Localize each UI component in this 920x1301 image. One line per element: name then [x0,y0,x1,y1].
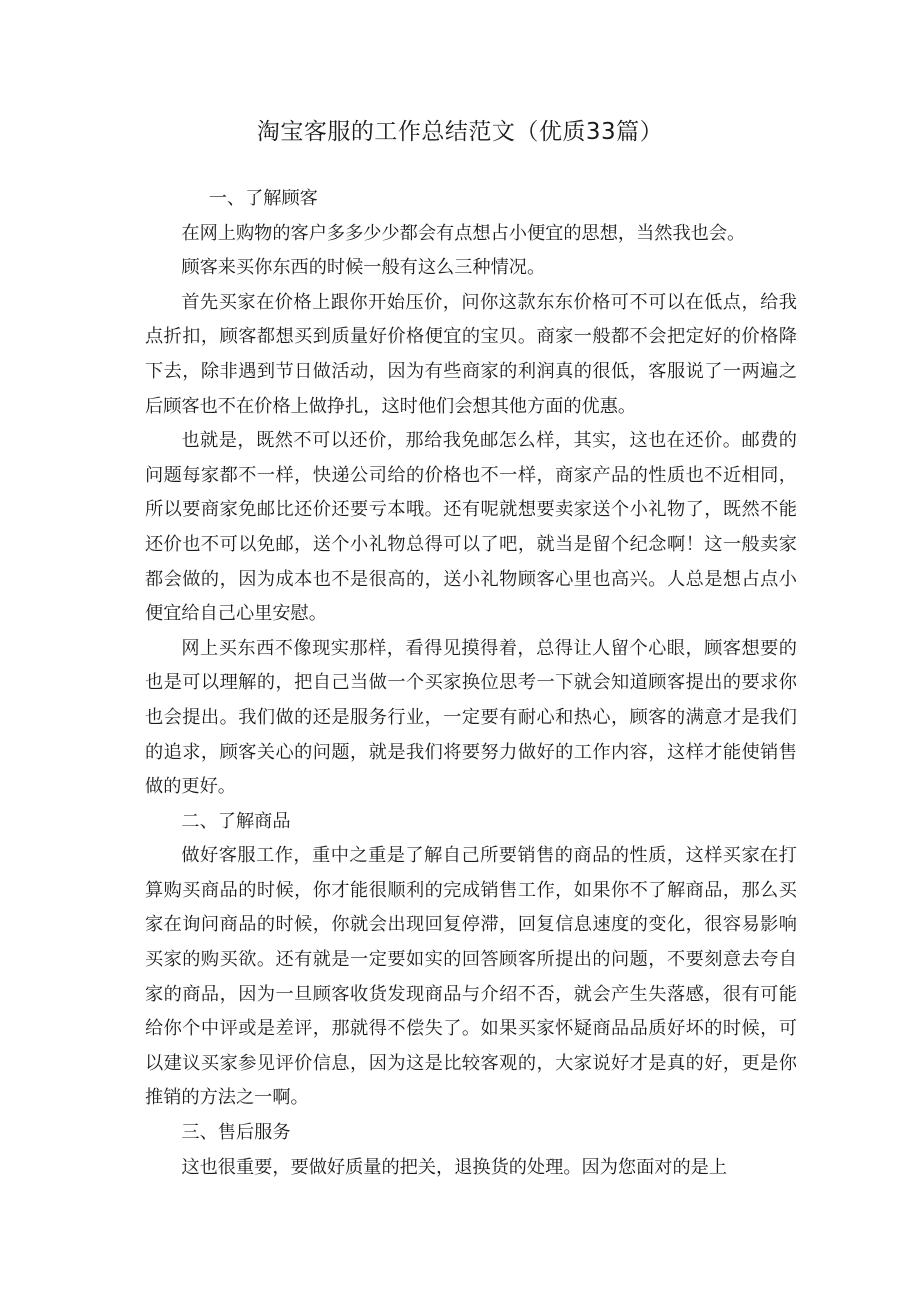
document-body [145,182,797,1185]
section-heading-2: 二、了解商品 [181,810,291,832]
paragraph: 也就是，既然不可以还价，那给我免邮怎么样，其实，这也在还价。邮费的问题每家都不一样，快递公司给的价格也不一样，商家产品的性质也不近相同，所以要商家免邮比还价还要亏本哦。还有呢就想要卖家送个小礼物了，既然不能还价也不可以免邮，送个小礼物总得可以了吧，就当是留个纪念啊！这一般卖家都会做的，因为成本也不是很高的，送小礼物顾客心里也高兴。人总是想占点小便宜给自己心里安慰。 [145,430,797,625]
paragraph: 做好客服工作，重中之重是了解自己所要销售的商品的性质，这样买家在打算购买商品的时候，你才能很顺利的完成销售工作，如果你不了解商品，那么买家在询问商品的时候，你就会出现回复停滞，回复信息速度的变化，很容易影响买家的购买欲。还有就是一定要如实的回答顾客所提出的问题，不要刻意去夸自家的商品，因为一旦顾客收货发现商品与介绍不否，就会产生失落感，很有可能给你个中评或是差评，那就得不偿失了。如果买家怀疑商品品质好坏的时候，可以建议买家参见评价信息，因为这是比较客观的，大家说好才是真的好，更是你推销的方法之一啊。 [145,845,797,1109]
section-heading-1: 一、了解顾客 [208,188,318,209]
paragraph: 首先买家在价格上跟你开始压价，问你这款东东价格可不可以在低点，给我点折扣，顾客都想买到质量好价格便宜的宝贝。商家一般都不会把定好的价格降下去，除非遇到节日做活动，因为有些商家的利润真的很低，客服说了一两遍之后顾客也不在价格上做挣扎，这时他们会想其他方面的优惠。 [145,291,797,417]
section-heading-3: 三、售后服务 [181,1122,291,1144]
document-title: 淘宝客服的工作总结范文（优质33篇） [256,119,664,145]
paragraph: 顾客来买你东西的时候一般有这么三种情况。 [181,257,546,279]
paragraph: 这也很重要，要做好质量的把关，退换货的处理。因为您面对的是上 [181,1156,728,1178]
paragraph: 网上买东西不像现实那样，看得见摸得着，总得让人留个心眼，顾客想要的也是可以理解的，把自己当做一个买家换位思考一下就会知道顾客提出的要求你也会提出。我们做的还是服务行业，一定要有耐心和热心，顾客的满意才是我们的追求，顾客关心的问题，就是我们将要努力做好的工作内容，这样才能使销售做的更好。 [145,637,797,798]
paragraph: 在网上购物的客户多多少少都会有点想占小便宜的思想，当然我也会。 [181,222,746,244]
